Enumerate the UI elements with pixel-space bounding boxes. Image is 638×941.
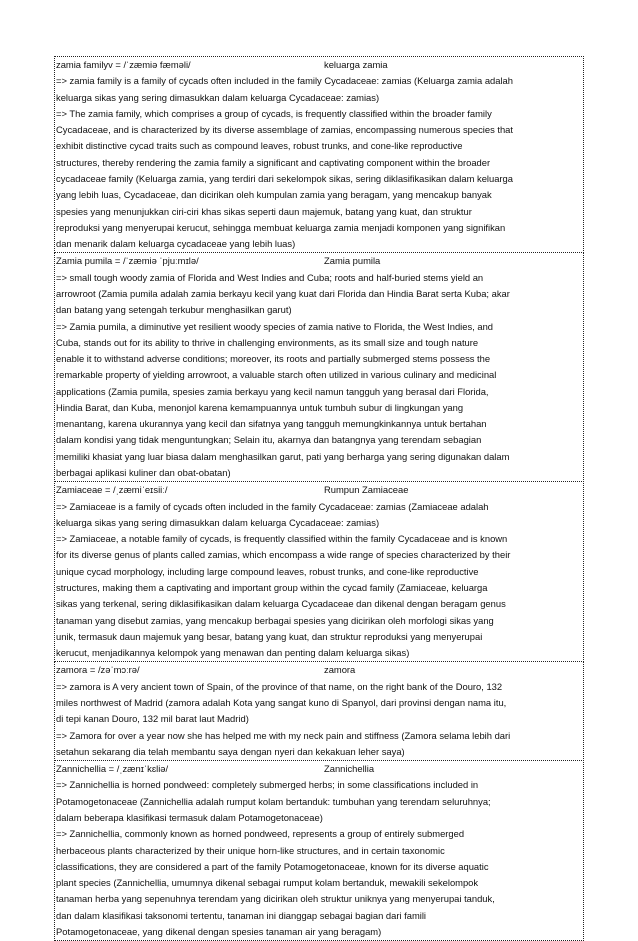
definition-line: Hindia Barat, dan Kuba, menonjol karena kemampuannya untuk tumbuh subur di lingkungan yang (56, 401, 464, 413)
entry-header (56, 761, 582, 777)
entry-header (56, 662, 582, 678)
definition-line: memiliki khasiat yang luar biasa dalam menghasilkan garut, pati yang berharga yang sering digunakan dalam (56, 450, 510, 462)
dictionary-entry (54, 252, 584, 482)
definition-line: => Zannichellia is horned pondweed: completely submerged herbs; in some classifications included in (56, 779, 479, 791)
definition-line: exhibit distinctive cycad traits such as compound leaves, robust trunks, and cone-like reproductive (56, 140, 463, 152)
entry-header (56, 482, 582, 498)
dictionary-entry (54, 481, 584, 662)
headword-translation: Zannichellia (324, 763, 375, 775)
definition-line: => zamora is A very ancient town of Spain, of the province of that name, on the right bank of the Douro, 132 (56, 680, 503, 692)
definition-line: for its diverse genus of plants called zamias, which encompass a wide range of species characterized by their (56, 549, 511, 561)
definition-line: => Zamora for over a year now she has helped me with my neck pain and stiffness (Zamora selama lebih dari (56, 729, 511, 741)
headword-pronunciation: Zamiaceae = /ˌzæmiˈeɪsiiː/ (56, 484, 168, 496)
definition-line: di tepi kanan Douro, 132 mil barat laut Madrid) (56, 713, 249, 725)
definition-line: unik, termasuk daun majemuk yang besar, batang yang kuat, dan struktur reproduksi yang menyerupai (56, 630, 483, 642)
definition-line: dan dalam klasifikasi taksonomi tertentu, tanaman ini dianggap sebagai bagian dari famili (56, 909, 427, 921)
definition-line: sikas yang terkenal, sering diklasifikasikan dalam keluarga Cycadaceae dan dikenal dengan beragam genus (56, 598, 506, 610)
definition-line: enable it to withstand adverse conditions; moreover, its roots and partially submerged stems possess the (56, 353, 491, 365)
definition-line: tanaman yang disebut zamias, yang mencakup berbagai spesies yang dicirikan oleh morfologi sikas yang (56, 614, 494, 626)
headword-pronunciation: zamora = /zəˈmɔːrə/ (56, 664, 140, 676)
definition-line: => Zamiaceae is a family of cycads often included in the family Cycadaceae: zamias (Zamiaceae adalah (56, 500, 489, 512)
entry-header (56, 253, 582, 269)
definition-line: setahun sekarang dia telah membantu saya dengan nyeri dan kekakuan leher saya) (56, 745, 405, 757)
definition-line: dalam kondisi yang tidak menguntungkan; Selain itu, akarnya dan batangnya yang terendam sebagian (56, 434, 482, 446)
definition-line: Cycadaceae, and is characterized by its diverse assemblage of zamias, encompassing numerous species that (56, 124, 514, 136)
definition-line: dalam beberapa klasifikasi termasuk dalam Potamogetonaceae) (56, 811, 323, 823)
definition-line: Cuba, stands out for its ability to thrive in challenging environments, as its small size and tough nature (56, 336, 479, 348)
definition-line: arrowroot (Zamia pumila adalah zamia berkayu kecil yang kuat dari Florida dan Hindia Barat serta Kuba; akar (56, 287, 510, 299)
dictionary-entry (54, 56, 584, 253)
definition-line: berbagai aplikasi kuliner dan obat-obatan) (56, 467, 231, 479)
definition-line: dan batang yang setengah terkubur menghasilkan garut) (56, 304, 292, 316)
definition-line: Potamogetonaceae, yang dikenal dengan spesies tanaman air yang beragam) (56, 925, 382, 937)
definition-line: plant species (Zannichellia, umumnya dikenal sebagai rumput kolam bertanduk, mewakili sekelompok (56, 877, 479, 889)
definition-line: Potamogetonaceae (Zannichellia adalah rumput kolam bertanduk: tumbuhan yang terendam seluruhnya; (56, 795, 491, 807)
definition-line: reproduksi yang menyerupai kerucut, sehingga membuat keluarga zamia menjadi komponen yang signifikan (56, 221, 506, 233)
definition-line: => small tough woody zamia of Florida and West Indies and Cuba; roots and half-buried stems yield an (56, 271, 484, 283)
definition-line: cycadaceae family (Keluarga zamia, yang terdiri dari sekelompok sikas, sering diklasifikasikan dalam keluarga (56, 172, 513, 184)
definition-line: => zamia family is a family of cycads often included in the family Cycadaceae: zamias (Keluarga zamia adalah (56, 75, 513, 87)
definition-line: => Zamiaceae, a notable family of cycads, is frequently classified within the family Cycadaceae and is known (56, 533, 508, 545)
definition-line: structures, thereby rendering the zamia family a significant and captivating component within the broader (56, 156, 491, 168)
headword-translation: zamora (324, 664, 356, 676)
definition-line: menantang, karena ukurannya yang kecil dan sifatnya yang tangguh memungkinkannya untuk bertahan (56, 418, 487, 430)
definition-line: keluarga sikas yang sering dimasukkan dalam keluarga Cycadaceae: zamias) (56, 516, 380, 528)
headword-translation: keluarga zamia (324, 59, 388, 70)
definition-line: dan menarik dalam keluarga cycadaceae yang lebih luas) (56, 238, 296, 250)
definition-line: => Zannichellia, commonly known as horned pondweed, represents a group of entirely submerged (56, 828, 465, 840)
definition-line: => Zamia pumila, a diminutive yet resilient woody species of zamia native to Florida, the West Indies, and (56, 320, 494, 332)
definition-line: tanaman herba yang sepenuhnya terendam yang dicirikan oleh struktur uniknya yang menyerupai tanduk, (56, 893, 495, 905)
headword-translation: Rumpun Zamiaceae (324, 484, 409, 496)
definition-line: spesies yang menunjukkan ciri-ciri khas sikas seperti daun majemuk, batang yang kuat, dan struktur (56, 205, 472, 217)
definition-line: remarkable property of yielding arrowroot, a valuable starch often utilized in various culinary and medicinal (56, 369, 497, 381)
headword-pronunciation: Zamia pumila = /ˈzæmiə ˈpjuːmɪlə/ (56, 255, 199, 267)
headword-pronunciation: Zannichellia = /ˌzænɪˈkɛliə/ (56, 763, 169, 775)
definition-line: yang lebih luas, Cycadaceae, dan dicirikan oleh kumpulan zamia yang beragam, yang mencakup banyak (56, 189, 492, 201)
definition-line: classifications, they are considered a part of the family Potamogetonaceae, known for its diverse aquatic (56, 860, 489, 872)
definition-line: applications (Zamia pumila, spesies zamia berkayu yang kecil namun tangguh yang berasal dari Florida, (56, 385, 489, 397)
dictionary-page (54, 57, 584, 941)
definition-line: kerucut, menjadikannya kelompok yang menawan dan penting dalam keluarga sikas) (56, 647, 410, 659)
dictionary-entry (54, 760, 584, 941)
definition-line: => The zamia family, which comprises a group of cycads, is frequently classified within the broader family (56, 107, 492, 119)
headword-translation: Zamia pumila (324, 255, 381, 267)
definition-line: keluarga sikas yang sering dimasukkan dalam keluarga Cycadaceae: zamias) (56, 91, 380, 103)
entry-header (56, 57, 582, 73)
definition-line: herbaceous plants characterized by their unique horn-like structures, and in certain taxonomic (56, 844, 445, 856)
definition-line: structures, making them a captivating and important group within the cycad family (Zamiaceae, keluarga (56, 582, 488, 593)
dictionary-entry (54, 661, 584, 761)
definition-line: miles northwest of Madrid (zamora adalah Kota yang sangat kuno di Spanyol, dari provinsi dengan nama itu, (56, 696, 507, 708)
definition-line: unique cycad morphology, including large compound leaves, robust trunks, and cone-like reproductive (56, 565, 479, 577)
headword-pronunciation: zamia familyv = /ˈzæmiə fæməli/ (56, 59, 191, 70)
